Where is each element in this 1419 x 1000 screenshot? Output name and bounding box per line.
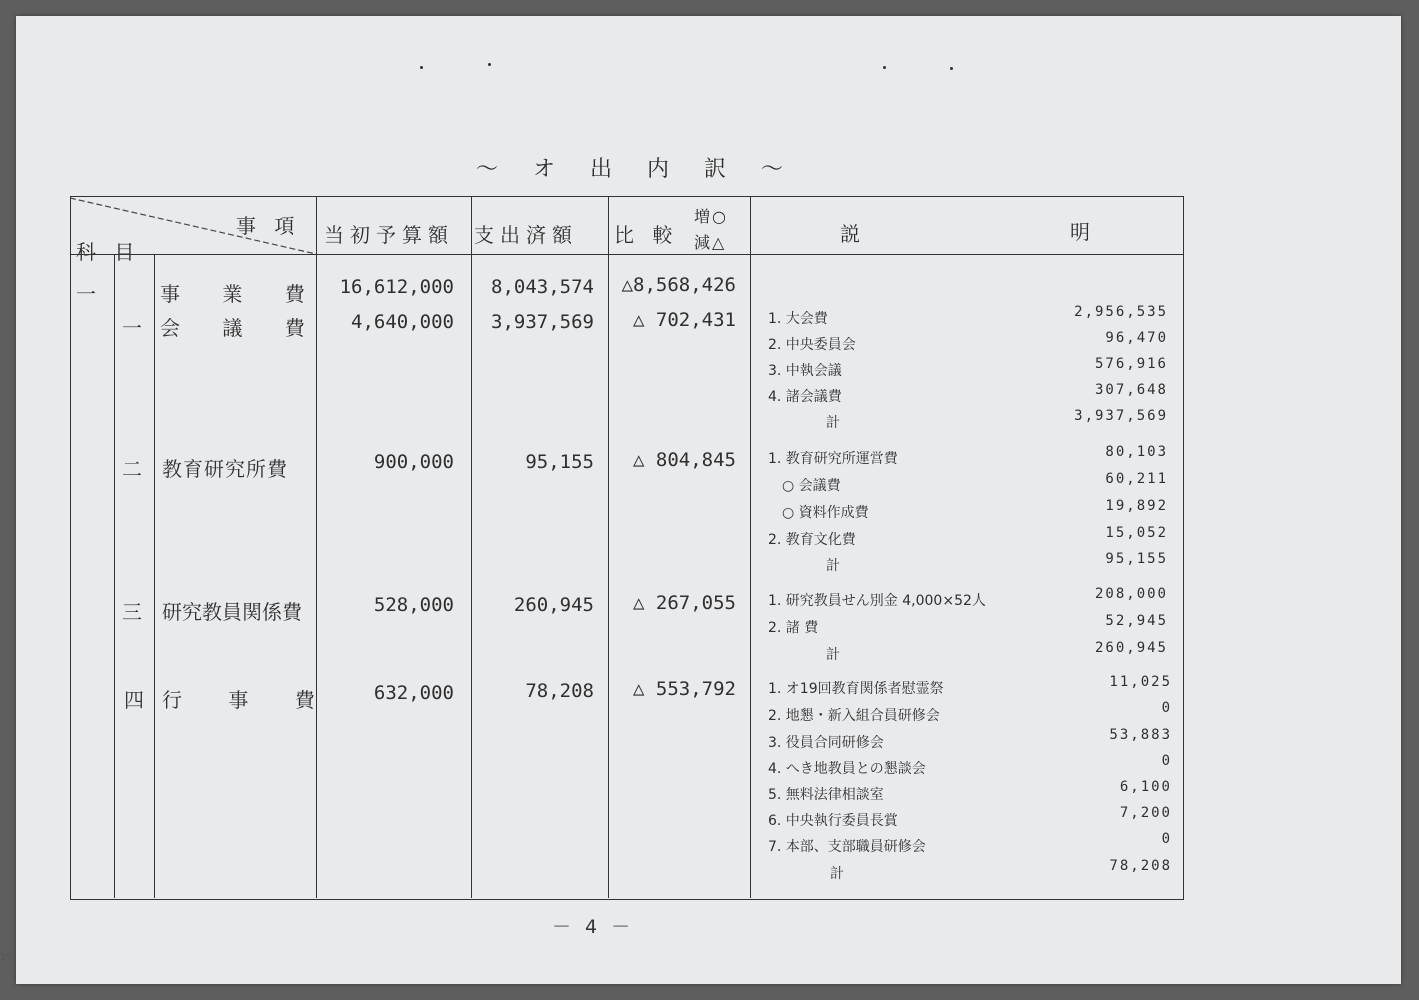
spent-value: 78,208 [525, 680, 594, 702]
col-divider [750, 196, 751, 898]
item-name: 事 業 費 [160, 282, 323, 306]
header-jikou: 事 項 [236, 214, 301, 238]
detail-total-label: 計 [830, 866, 844, 882]
header-increase: 増○ [694, 207, 728, 226]
detail-amount: 80,103 [1105, 444, 1168, 460]
spent-value: 8,043,574 [491, 276, 594, 298]
document-page [16, 16, 1401, 984]
detail-amount: 307,648 [1094, 382, 1168, 398]
detail-total-amount: 260,945 [1094, 640, 1168, 656]
detail-amount: 96,470 [1105, 330, 1168, 346]
edge-mark: 19 [0, 952, 13, 963]
diff-value: △ 804,845 [633, 449, 736, 471]
detail-total-label: 計 [826, 558, 840, 574]
detail-label: 2. 中央委員会 [768, 337, 856, 353]
detail-total-amount: 3,937,569 [1074, 408, 1168, 424]
item-name: 会 議 費 [160, 316, 323, 340]
speck-mark [950, 67, 953, 70]
detail-amount: 576,916 [1094, 356, 1168, 372]
detail-amount: 19,892 [1105, 498, 1168, 514]
detail-label: 1. 教育研究所運営費 [768, 451, 898, 467]
budget-value: 16,612,000 [339, 276, 454, 298]
detail-amount: 208,000 [1094, 586, 1168, 602]
detail-label: 1. オ19回教育関係者慰霊祭 [768, 681, 944, 697]
detail-amount: 0 [1161, 831, 1172, 847]
detail-label: 3. 役員合同研修会 [768, 735, 884, 751]
detail-amount: 60,211 [1105, 471, 1168, 487]
budget-value: 528,000 [373, 594, 454, 616]
speck-mark [488, 63, 491, 66]
header-explanation: 説 [840, 222, 866, 246]
col-divider [114, 254, 115, 898]
detail-amount: 53,883 [1109, 727, 1172, 743]
detail-total-label: 計 [826, 415, 840, 431]
detail-amount: 0 [1161, 700, 1172, 716]
detail-total-amount: 78,208 [1109, 858, 1172, 874]
kou-number: 二 [122, 457, 142, 481]
kou-number: 一 [122, 316, 142, 340]
header-spent: 支出済額 [474, 223, 578, 247]
header-kamoku: 科 目 [76, 240, 141, 264]
col-divider [154, 254, 155, 898]
detail-total-amount: 95,155 [1105, 551, 1168, 567]
page-number: － 4 － [552, 916, 635, 938]
kou-number: 三 [122, 600, 142, 624]
kan-number: 一 [76, 282, 96, 306]
col-divider [608, 196, 609, 898]
detail-amount: 0 [1161, 753, 1172, 769]
header-compare: 比 較 [614, 223, 679, 247]
header-budget: 当初予算額 [324, 223, 454, 247]
budget-value: 4,640,000 [351, 311, 454, 333]
detail-amount: 15,052 [1105, 525, 1168, 541]
detail-amount: 52,945 [1105, 613, 1168, 629]
detail-label: 3. 中執会議 [768, 363, 842, 379]
detail-label: 6. 中央執行委員長賞 [768, 813, 898, 829]
item-name: 行 事 費 [162, 688, 335, 712]
detail-label: ○ 会議費 [782, 478, 841, 494]
diff-value: △8,568,426 [621, 274, 736, 296]
diff-value: △ 553,792 [633, 678, 736, 700]
budget-value: 900,000 [373, 451, 454, 473]
diff-value: △ 267,055 [633, 592, 736, 614]
detail-label: 4. へき地教員との懇談会 [768, 761, 926, 777]
detail-label: 2. 諸 費 [768, 620, 819, 636]
spent-value: 95,155 [525, 451, 594, 473]
diff-value: △ 702,431 [633, 309, 736, 331]
detail-amount: 2,956,535 [1074, 304, 1168, 320]
budget-value: 632,000 [373, 682, 454, 704]
col-divider [471, 196, 472, 898]
detail-amount: 11,025 [1109, 674, 1172, 690]
detail-label: 4. 諸会議費 [768, 389, 842, 405]
detail-label: 5. 無料法律相談室 [768, 787, 884, 803]
header-explanation: 明 [1070, 220, 1096, 244]
detail-label: 1. 大会費 [768, 311, 828, 327]
item-name: 研究教員関係費 [162, 600, 302, 624]
detail-amount: 6,100 [1119, 779, 1172, 795]
detail-label: 2. 地懇・新入組合員研修会 [768, 708, 940, 724]
detail-label: 1. 研究教員せん別金 4,000×52人 [768, 593, 986, 609]
speck-mark [420, 66, 423, 69]
header-decrease: 減△ [694, 233, 727, 252]
detail-total-label: 計 [826, 647, 840, 663]
spent-value: 3,937,569 [491, 311, 594, 333]
kou-number: 四 [124, 688, 144, 712]
detail-label: 7. 本部、支部職員研修会 [768, 839, 926, 855]
speck-mark [883, 66, 886, 69]
item-name: 教育研究所費 [162, 457, 288, 481]
detail-label: ○ 資料作成費 [782, 505, 869, 521]
detail-label: 2. 教育文化費 [768, 532, 856, 548]
detail-amount: 7,200 [1119, 805, 1172, 821]
page-title: ～ オ 出 内 訳 ～ [476, 157, 797, 182]
spent-value: 260,945 [513, 594, 594, 616]
